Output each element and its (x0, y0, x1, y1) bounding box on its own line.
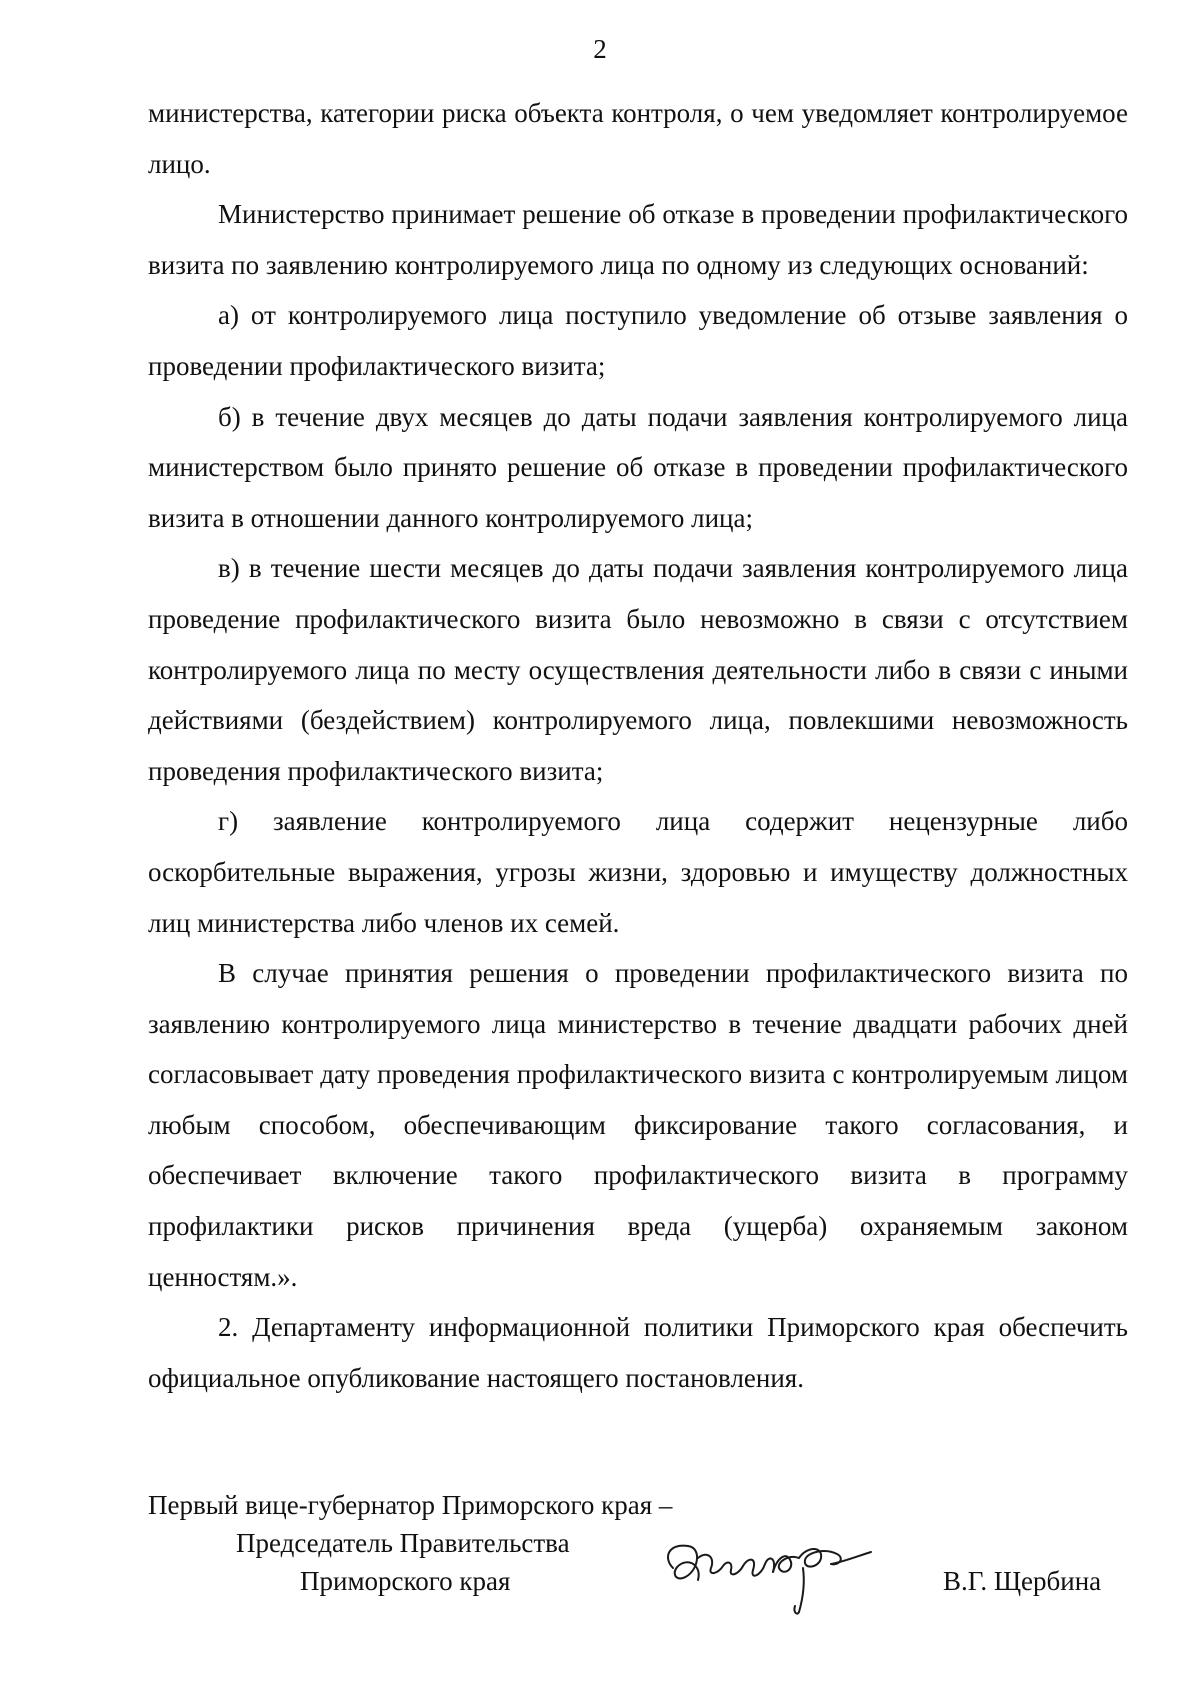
handwritten-signature (653, 1528, 893, 1618)
signatory-title-line-1: Первый вице-губернатор Приморского края – (148, 1490, 673, 1520)
signatory-title-line-2: Председатель Правительства (236, 1528, 570, 1558)
paragraph-publication: 2. Департаменту информационной политики Приморского края обеспечить официальное опубликование настоящего постановления. (148, 1312, 1128, 1393)
paragraph-item-v: в) в течение шести месяцев до даты подачи заявления контролируемого лица проведение профилактического визита было невозможно в связи с отсутствием контролируемого лица по месту осуществления деятельности либо в связи с иными действиями (бездействием) контролируемого лица, повлекшими невозможность проведения профилактического визита; (148, 553, 1128, 786)
paragraph-visit-approval: В случае принятия решения о проведении профилактического визита по заявлению контролируемого лица министерство в течение двадцати рабочих дней согласовывает дату проведения профилактического визита с контролируемым лицом любым способом, обеспечивающим фиксирование такого согласования, и обеспечивает включение такого профилактического визита в программу профилактики рисков причинения вреда (ущерба) охраняемым законом ценностям.». (148, 958, 1128, 1292)
document-body (148, 88, 1128, 1403)
signature-block (148, 1490, 1128, 1620)
paragraph-item-g: г) заявление контролируемого лица содержит нецензурные либо оскорбительные выражения, угрозы жизни, здоровью и имуществу должностных лиц министерства либо членов их семей. (148, 806, 1128, 938)
paragraph-item-a: а) от контролируемого лица поступило уведомление об отзыве заявления о проведении профилактического визита; (148, 300, 1128, 381)
paragraph-item-b: б) в течение двух месяцев до даты подачи заявления контролируемого лица министерством было принято решение об отказе в проведении профилактического визита в отношении данного контролируемого лица; (148, 401, 1128, 533)
page-number: 2 (593, 34, 607, 64)
signatory-title-line-3: Приморского края (300, 1566, 511, 1596)
paragraph-continuation: министерства, категории риска объекта контроля, о чем уведомляет контролируемое лицо. (148, 98, 1128, 179)
signatory-name: В.Г. Щербина (943, 1566, 1102, 1596)
paragraph-refusal-grounds: Министерство принимает решение об отказе в проведении профилактического визита по заявлению контролируемого лица по одному из следующих оснований: (148, 199, 1128, 280)
